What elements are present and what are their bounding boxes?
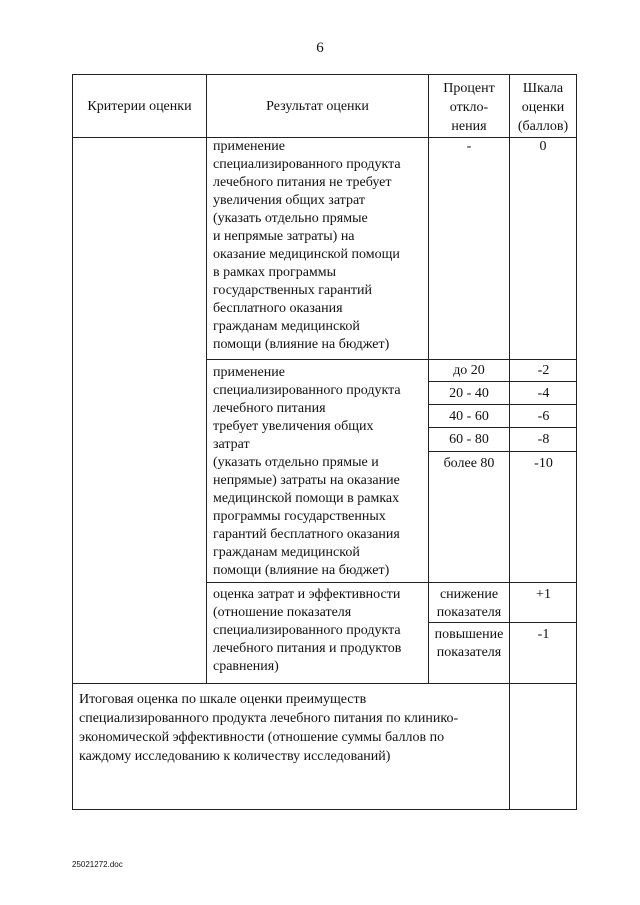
percent-cell: снижение показателя (429, 583, 510, 623)
table-row (73, 138, 577, 360)
percent-cell: - (429, 138, 510, 360)
score-cell: -6 (510, 405, 577, 428)
score-cell: -10 (534, 456, 553, 471)
document-footer: 25021272.doc (72, 860, 123, 869)
criteria-cell (73, 138, 207, 684)
score-cell: -2 (510, 360, 577, 382)
header-criteria: Критерии оценки (73, 75, 207, 138)
sub-table-cell (429, 360, 577, 583)
final-score-text: Итоговая оценка по шкале оценки преимуществ специализированного продукта лечебного питания по клинико- экономической эффективности (отношение суммы баллов по каждому исследованию к количеству исследований) (73, 684, 510, 810)
sub-table-cell (429, 583, 577, 684)
page-number: 6 (316, 40, 324, 56)
evaluation-table (72, 74, 577, 810)
percent-cell: повышение показателя (429, 623, 510, 683)
percent-cell: более 80 (429, 452, 510, 582)
score-cell: -4 (510, 382, 577, 405)
score-cell: 0 (510, 138, 577, 360)
final-row (73, 684, 577, 810)
score-cell: -1 (537, 627, 550, 642)
percent-cell: до 20 (429, 360, 510, 382)
header-scale: Шкала оценки (баллов) (510, 75, 577, 138)
percent-cell: 60 - 80 (429, 428, 510, 452)
percent-cell: 40 - 60 (429, 405, 510, 428)
header-percent: Процент откло- нения (429, 75, 510, 138)
score-cell: +1 (510, 583, 577, 623)
percent-cell: 20 - 40 (429, 382, 510, 405)
score-cell: -8 (510, 428, 577, 452)
final-score-cell (510, 684, 577, 810)
header-result: Результат оценки (207, 75, 429, 138)
result-cell: оценка затрат и эффективности (отношение показателя специализированного продукта лечебного питания и продуктов сравнения) (207, 583, 429, 684)
result-cell: применение специализированного продукта лечебного питания требует увеличения общих затрат (указать отдельно прямые и непрямые) затраты на оказание медицинской помощи в рамках программы государственных гарантий бесплатного оказания гражданам медицинской помощи (влияние на бюджет) (207, 360, 429, 583)
result-cell: применение специализированного продукта лечебного питания не требует увеличения общих затрат (указать отдельно прямые и непрямые затраты) на оказание медицинской помощи в рамках программы государственных гарантий бесплатного оказания гражданам медицинской помощи (влияние на бюджет) (207, 138, 429, 360)
header-row (73, 75, 577, 138)
